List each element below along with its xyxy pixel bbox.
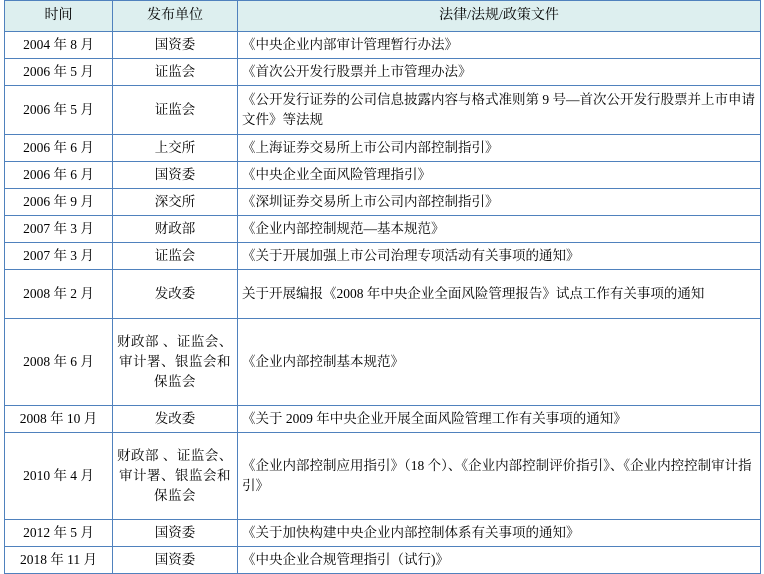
cell-document: 《关于 2009 年中央企业开展全面风险管理工作有关事项的通知》 [238,406,761,433]
cell-document: 《关于加快构建中央企业内部控制体系有关事项的通知》 [238,520,761,547]
regulations-table [4,0,761,574]
table-row [5,270,761,319]
column-header-document: 法律/法规/政策文件 [238,1,761,32]
table-row [5,59,761,86]
table-row [5,520,761,547]
cell-organization: 国资委 [113,162,238,189]
cell-document: 《公开发行证券的公司信息披露内容与格式准则第 9 号—首次公开发行股票并上市申请文件》等法规 [238,86,761,135]
cell-organization: 财政部 、证监会、审计署、银监会和保监会 [113,319,238,406]
cell-document: 《上海证券交易所上市公司内部控制指引》 [238,135,761,162]
cell-document: 《关于开展加强上市公司治理专项活动有关事项的通知》 [238,243,761,270]
table-row [5,86,761,135]
table-row [5,32,761,59]
table-row [5,243,761,270]
cell-time: 2008 年 10 月 [5,406,113,433]
cell-organization: 财政部 [113,216,238,243]
cell-time: 2006 年 9 月 [5,189,113,216]
cell-organization: 财政部 、证监会、审计署、银监会和保监会 [113,433,238,520]
table-row [5,406,761,433]
table-row [5,319,761,406]
cell-organization: 发改委 [113,270,238,319]
cell-time: 2006 年 6 月 [5,162,113,189]
cell-document: 《中央企业全面风险管理指引》 [238,162,761,189]
cell-time: 2008 年 2 月 [5,270,113,319]
cell-document: 关于开展编报《2008 年中央企业全面风险管理报告》试点工作有关事项的通知 [238,270,761,319]
cell-time: 2008 年 6 月 [5,319,113,406]
cell-time: 2006 年 5 月 [5,59,113,86]
cell-document: 《企业内部控制基本规范》 [238,319,761,406]
cell-organization: 证监会 [113,243,238,270]
cell-time: 2018 年 11 月 [5,547,113,574]
table-row [5,189,761,216]
cell-organization: 发改委 [113,406,238,433]
table-row [5,433,761,520]
cell-time: 2006 年 5 月 [5,86,113,135]
cell-document: 《企业内部控制应用指引》（18 个）、《企业内部控制评价指引》、《企业内控控制审计指引》 [238,433,761,520]
cell-time: 2004 年 8 月 [5,32,113,59]
table-header [5,1,761,32]
cell-document: 《首次公开发行股票并上市管理办法》 [238,59,761,86]
table-row [5,135,761,162]
table-body [5,32,761,574]
cell-organization: 证监会 [113,86,238,135]
cell-organization: 国资委 [113,520,238,547]
table-header-row [5,1,761,32]
cell-organization: 上交所 [113,135,238,162]
cell-time: 2010 年 4 月 [5,433,113,520]
cell-document: 《中央企业内部审计管理暂行办法》 [238,32,761,59]
table-row [5,162,761,189]
cell-document: 《中央企业合规管理指引（试行)》 [238,547,761,574]
cell-organization: 国资委 [113,547,238,574]
cell-time: 2007 年 3 月 [5,216,113,243]
column-header-organization: 发布单位 [113,1,238,32]
cell-time: 2012 年 5 月 [5,520,113,547]
cell-organization: 深交所 [113,189,238,216]
cell-organization: 证监会 [113,59,238,86]
column-header-time: 时间 [5,1,113,32]
cell-document: 《企业内部控制规范—基本规范》 [238,216,761,243]
cell-document: 《深圳证券交易所上市公司内部控制指引》 [238,189,761,216]
cell-organization: 国资委 [113,32,238,59]
cell-time: 2007 年 3 月 [5,243,113,270]
table-row [5,216,761,243]
cell-time: 2006 年 6 月 [5,135,113,162]
